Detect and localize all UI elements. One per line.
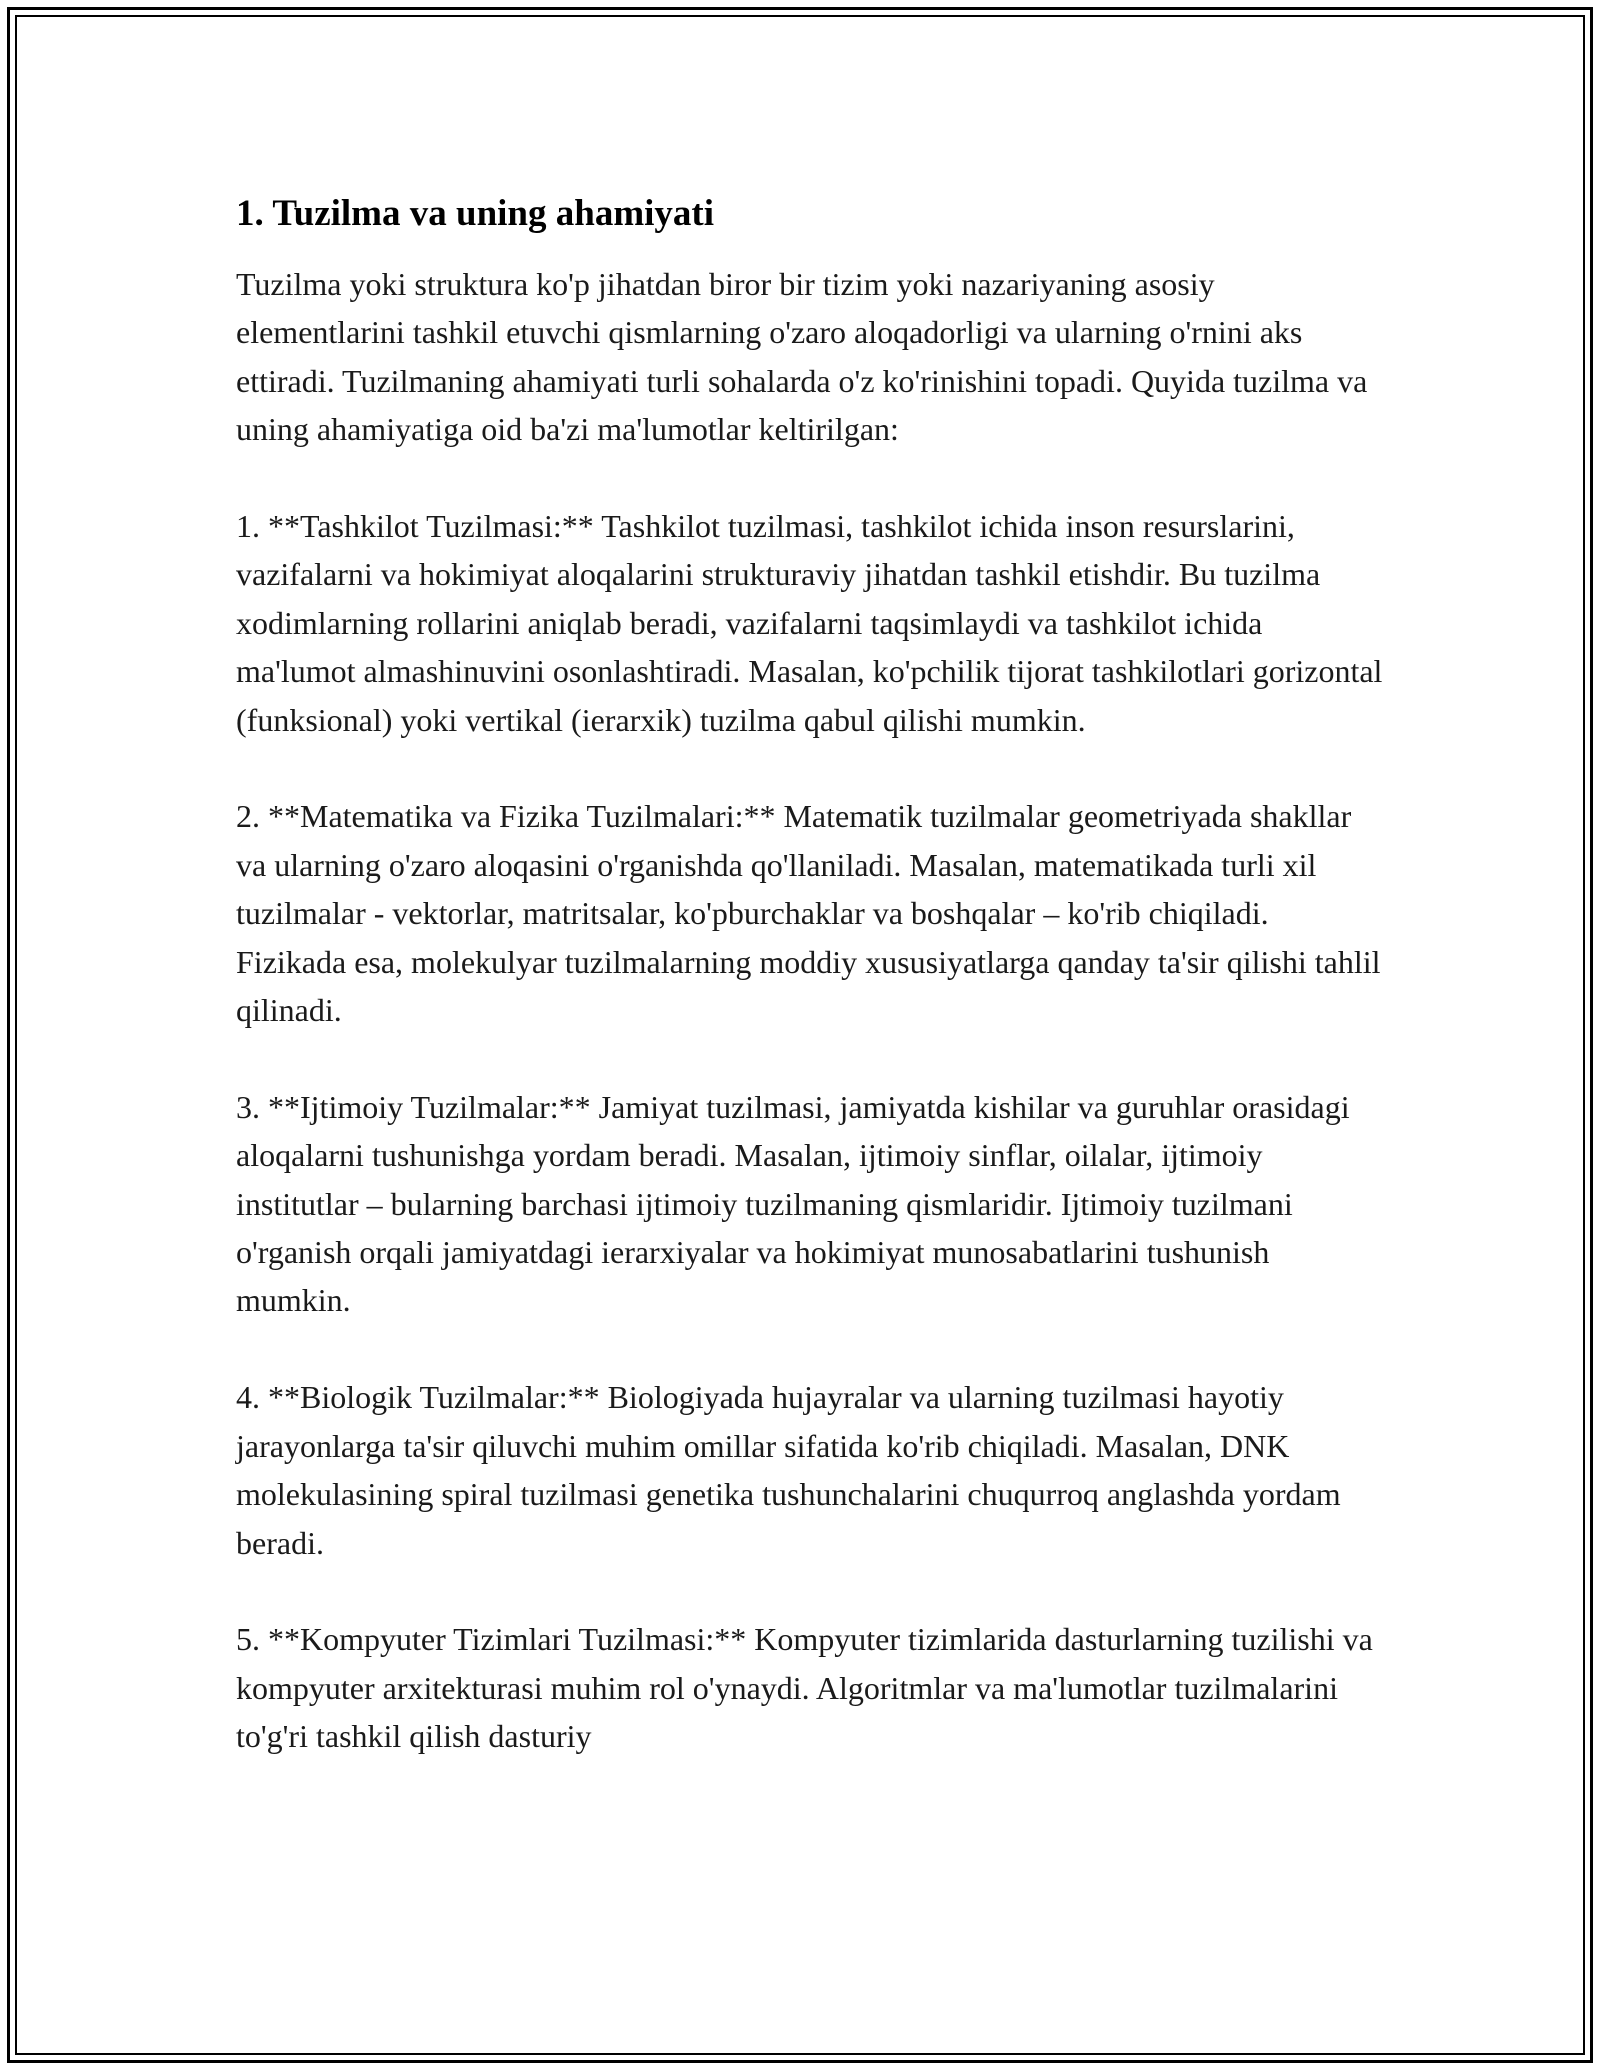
intro-paragraph: Tuzilma yoki struktura ko'p jihatdan biror bir tizim yoki nazariyaning asosiy elementlarini tashkil etuvchi qismlarning o'zaro aloqadorligi va ularning o'rnini aks ettiradi. Tuzilmaning ahamiyati turli sohalarda o'z ko'rinishini topadi. Quyida tuzilma va uning ahamiyatiga oid ba'zi ma'lumotlar keltirilgan: <box>236 266 1368 448</box>
document-body <box>236 190 1386 1761</box>
list-item-paragraph: 3. **Ijtimoiy Tuzilmalar:** Jamiyat tuzilmasi, jamiyatda kishilar va guruhlar orasidagi aloqalarni tushunishga yordam beradi. Masalan, ijtimoiy sinflar, oilalar, ijtimoiy institutlar – bularning barchasi ijtimoiy tuzilmaning qismlaridir. Ijtimoiy tuzilmani o'rganish orqali jamiyatdagi ierarxiyalar va hokimiyat munosabatlarini tushunish mumkin. <box>236 1088 1350 1319</box>
list-item-paragraph: 1. **Tashkilot Tuzilmasi:** Tashkilot tuzilmasi, tashkilot ichida inson resurslarini, vazifalarni va hokimiyat aloqalarini strukturaviy jihatdan tashkil etishdir. Bu tuzilma xodimlarning rollarini aniqlab beradi, vazifalarni taqsimlaydi va tashkilot ichida ma'lumot almashinuvini osonlashtiradi. Masalan, ko'pchilik tijorat tashkilotlari gorizontal (funksional) yoki vertikal (ierarxik) tuzilma qabul qilishi mumkin. <box>236 508 1383 738</box>
list-item-paragraph: 5. **Kompyuter Tizimlari Tuzilmasi:** Kompyuter tizimlarida dasturlarning tuzilishi va kompyuter arxitekturasi muhim rol o'ynaydi. Algoritmlar va ma'lumotlar tuzilmalarini to'g'ri tashkil qilish dasturiy <box>236 1621 1373 1755</box>
list-item-paragraph: 2. **Matematika va Fizika Tuzilmalari:** Matematik tuzilmalar geometriyada shakllar va ularning o'zaro aloqasini o'rganishda qo'llaniladi. Masalan, matematikada turli xil tuzilmalar - vektorlar, matritsalar, ko'pburchaklar va boshqalar – ko'rib chiqiladi. Fizikada esa, molekulyar tuzilmalarning moddiy xususiyatlarga qanday ta'sir qilishi tahlil qilinadi. <box>236 798 1381 1029</box>
list-item-paragraph: 4. **Biologik Tuzilmalar:** Biologiyada hujayralar va ularning tuzilmasi hayotiy jarayonlarga ta'sir qiluvchi muhim omillar sifatida ko'rib chiqiladi. Masalan, DNK molekulasining spiral tuzilmasi genetika tushunchalarini chuqurroq anglashda yordam beradi. <box>236 1379 1341 1561</box>
document-title: 1. Tuzilma va uning ahamiyati <box>236 193 715 234</box>
